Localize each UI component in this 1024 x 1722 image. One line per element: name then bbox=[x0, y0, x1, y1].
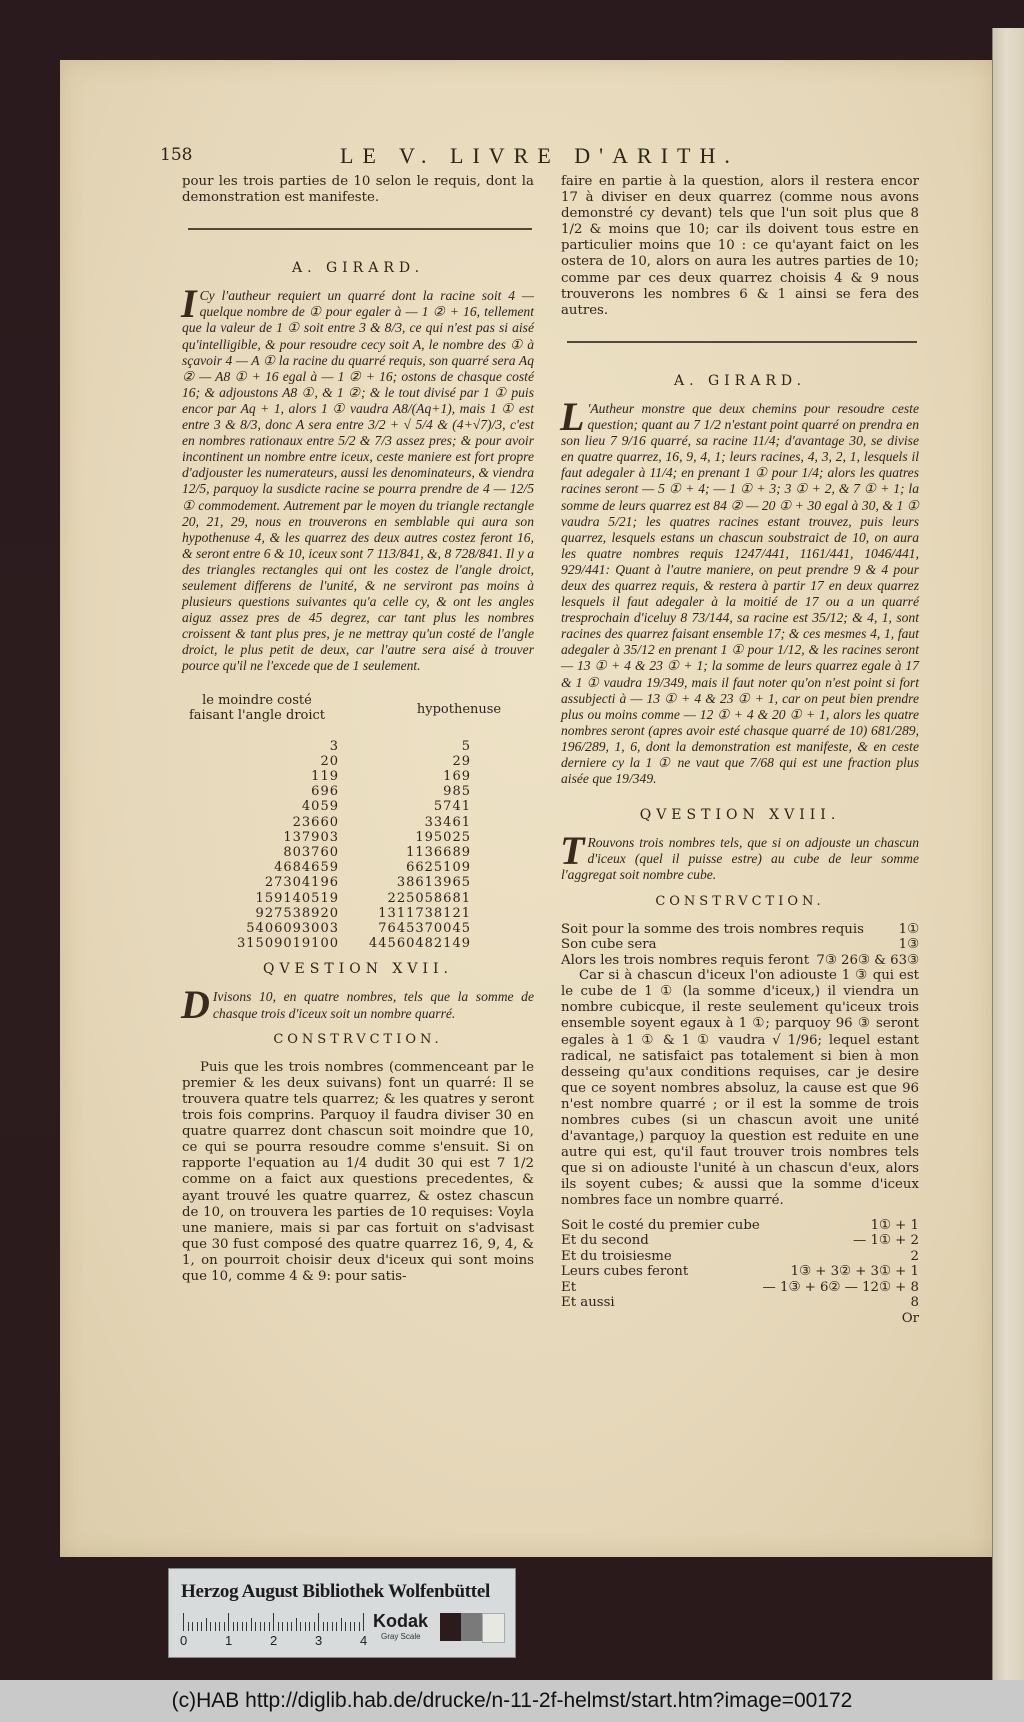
equation-value: 8 bbox=[910, 1295, 919, 1311]
table-row bbox=[182, 860, 534, 875]
table-row bbox=[182, 784, 534, 799]
girard-commentary bbox=[181, 281, 534, 674]
hypotenuse-value: 38613965 bbox=[396, 875, 471, 891]
equation-label: Leurs cubes feront bbox=[561, 1264, 689, 1280]
hypotenuse-value: 29 bbox=[452, 753, 471, 769]
continuation-text: pour les trois parties de 10 selon le requis, dont la demonstration est manifeste. bbox=[182, 174, 534, 206]
construction-text: Puis que les trois nombres (commenceant par le premier & les deux suivans) font un quarré: Il se trouvera quatre tels quarrez; & les quatres y seront trois fois comprins. Parquoy il faudra diviser 30 en quatre quarrez dont chascun soit moindre que 10, ce qui se pourra resoudre comme s'ensuit. Si on rapporte l'equation au 1/4 dudit 30 qui est 7 1/2 comme on a faict aux questions precedentes, & ayant trouvé les quatre quarrez, & ostez chascun de 10, on trouvera les parties de 10 requises: Voyla une maniere, mais si par cas fortuit on s'advisast que 30 fust composé des quatre quarrez 16, 9, 4, & 1, on pourroit choisir deux d'iceux qui sont moins que 10, comme 4 & 9: pour satis- bbox=[182, 1059, 534, 1284]
ruler-label: 1 bbox=[225, 1633, 233, 1648]
library-color-target bbox=[168, 1568, 516, 1658]
equation-block-1 bbox=[561, 922, 919, 969]
copyright-footer: (c)HAB http://diglib.hab.de/drucke/n-11-2f-helmst/start.htm?image=00172 bbox=[0, 1680, 1024, 1722]
side-value: 20 bbox=[320, 753, 339, 769]
equation-row bbox=[561, 922, 919, 938]
question-18-heading: QVESTION XVIII. bbox=[639, 807, 841, 824]
hypotenuse-value: 5 bbox=[461, 738, 471, 754]
ruler-label: 0 bbox=[180, 1633, 188, 1648]
table-row bbox=[182, 921, 534, 936]
equation-label: Son cube sera bbox=[561, 937, 657, 953]
side-value: 137903 bbox=[283, 829, 339, 845]
side-value: 803760 bbox=[283, 844, 339, 860]
section-divider bbox=[567, 341, 917, 343]
girard-heading: A. GIRARD. bbox=[291, 260, 425, 277]
side-value: 23660 bbox=[292, 814, 339, 830]
equation-row bbox=[561, 937, 919, 953]
equation-row bbox=[561, 1280, 919, 1296]
question-17-text: Ivisons 10, en quatre nombres, tels que la somme de chasque trois d'iceux soit un nombre quarré. bbox=[212, 989, 534, 1021]
side-value: 696 bbox=[311, 784, 339, 800]
equation-row bbox=[561, 1233, 919, 1249]
table-row bbox=[182, 936, 534, 951]
catchword-row bbox=[561, 1311, 919, 1327]
equation-label: Et du troisiesme bbox=[561, 1248, 672, 1264]
equation-label: Et bbox=[561, 1279, 577, 1295]
table-row bbox=[182, 754, 534, 769]
kodak-logo: Kodak bbox=[373, 1611, 429, 1631]
gray-scale-label: Gray Scale bbox=[381, 1632, 421, 1641]
table-row bbox=[182, 906, 534, 921]
hypotenuse-value: 195025 bbox=[415, 829, 471, 845]
construction-heading: CONSTRVCTION. bbox=[273, 1031, 443, 1047]
page-number: 158 bbox=[160, 145, 193, 165]
table-row bbox=[182, 875, 534, 890]
hypotenuse-value: 44560482149 bbox=[369, 936, 471, 952]
scale-ruler bbox=[180, 1611, 368, 1648]
equation-value: 1① + 1 bbox=[870, 1217, 919, 1233]
equation-label: Et aussi bbox=[561, 1295, 615, 1311]
hypotenuse-value: 1136689 bbox=[406, 844, 471, 860]
drop-capital: T bbox=[560, 828, 585, 874]
equation-row bbox=[561, 1264, 919, 1280]
drop-capital: L bbox=[560, 393, 585, 439]
drop-capital: D bbox=[181, 982, 210, 1028]
girard-commentary-text: 'Autheur monstre que deux chemins pour resoudre ceste question; quant au 7 1/2 n'estant point quarré on prendra en son lieu 7 9/16 quarré, sa racine 11/4; d'avantage 30, se divise en quatre quarrez, 16, 9, 4, 1; leurs racines, 4, 3, 2, 1, lesquels il faut adegaler à 11/4; en prenant 1 ① pour 1/4; alors les quatres racines seront — 5 ① + 4; — 1 ① + 3; 3 ① + 2, & 7 ① + 1; la somme de leurs quarrez est 84 ② — 20 ① + 30 egal à 30, & 1 ① vaudra 5/21; les quatres racines estant trouvez, puis leurs quarrez, lesquels estans un chascun soubstraict de 10, on aura les quatre nombres requis 1247/441, 1161/441, 1046/441, 929/441: Quant à l'autre maniere, on peut prendre 9 & 4 pour deux des quarrez requis, & restera à partir 17 en deux quarrez lesquels il faut adegaler à la moitié de 17 ou a un quarré tresprochain d'iceluy 8 73/144, sa racine est 35/12; & 4, 1, sont racines des quarrez faisant ensemble 17; & ces mesmes 4, 1, faut adegaler à 35/12 en prenant 1 ① pour 1/12, & les racines seront — 13 ① + 4 & 23 ① + 1; la somme de leurs quarrez egale à 17 & 1 ① vaudra 19/349, mais il faut noter qu'on n'est point si fort assubjecti à — 13 ① + 4 & 23 ① + 1, car on peut bien prendre plus ou moins comme — 12 ① + 4 & 20 ① + 1, alors les quatre nombres seront (apres avoir esté chasque quarré de 10) 681/289, 196/289, 1, 6, dont la demonstration est manifeste, & en ceste derniere cy la 1 ① ne vaut que 7/68 qui est une fraction plus aisée que 19/349. bbox=[561, 400, 919, 787]
gray-swatch-light bbox=[482, 1613, 505, 1643]
equation-label: Alors les trois nombres requis feront bbox=[561, 952, 810, 968]
hypotenuse-value: 225058681 bbox=[387, 890, 471, 906]
construction-heading: CONSTRVCTION. bbox=[655, 893, 825, 909]
equation-row bbox=[561, 1249, 919, 1265]
question-18-statement bbox=[560, 828, 919, 883]
running-title: LE V. LIVRE D'ARITH. bbox=[340, 143, 739, 168]
left-column bbox=[182, 174, 534, 1285]
side-value: 3 bbox=[329, 738, 339, 754]
equation-label: Et du second bbox=[561, 1233, 649, 1249]
equation-value: 2 bbox=[910, 1248, 919, 1264]
construction-text: Car si à chascun d'iceux l'on adiouste 1 ③ qui est le cube de 1 ① (la somme d'iceux,) il viendra un nombre cubicque, il reste seulement qu'iceux trois ensemble soyent egaux à 1 ①; parquoy 96 ③ seront egales à 1 ① & 1 ① vaudra √ 1/96; lequel estant radical, ne satisfaict pas totalement si bien à mon desseing qu'aux conditions requises, car je desire que ce soyent nombres absoluz, la cause est que 96 n'est nombre quarré ; or il est la somme de trois nombres cubes (si un chascun avoit une unité d'avantage,) parquoy la question est reduite en une autre qui est, qu'il faut trouver trois nombres tels que si on adiouste l'unité à un chascun d'eux, alors ils soyent cubes; & aussi que la somme d'iceux nombres face un nombre quarré. bbox=[561, 968, 919, 1209]
equation-block-2 bbox=[561, 1218, 919, 1327]
column-header-hypotenuse: hypothenuse bbox=[416, 701, 502, 717]
triangle-table bbox=[182, 693, 534, 952]
side-value: 4059 bbox=[301, 799, 339, 815]
gray-swatch-dark bbox=[440, 1613, 461, 1641]
equation-value: 1③ + 3② + 3① + 1 bbox=[790, 1264, 919, 1280]
hypotenuse-value: 985 bbox=[443, 784, 471, 800]
table-row bbox=[182, 891, 534, 906]
hypotenuse-value: 7645370045 bbox=[378, 920, 471, 936]
ruler-label: 3 bbox=[315, 1633, 323, 1648]
equation-value: 7③ 26③ & 63③ bbox=[816, 952, 919, 968]
hypotenuse-value: 1311738121 bbox=[378, 905, 471, 921]
side-value: 927538920 bbox=[255, 905, 339, 921]
girard-heading: A. GIRARD. bbox=[673, 372, 807, 389]
hypotenuse-value: 33461 bbox=[424, 814, 471, 830]
equation-row bbox=[561, 1218, 919, 1234]
equation-row bbox=[561, 953, 919, 969]
side-value: 31509019100 bbox=[237, 936, 339, 952]
gray-swatch-mid bbox=[461, 1613, 482, 1641]
hypotenuse-value: 6625109 bbox=[406, 860, 471, 876]
equation-label: Soit pour la somme des trois nombres requis bbox=[561, 921, 864, 937]
table-row bbox=[182, 815, 534, 830]
girard-commentary-text: Cy l'autheur requiert un quarré dont la racine soit 4 — quelque nombre de ① pour egaler à — 1 ② + 16, tellement que la valeur de 1 ① soit entre 3 & 8/3, ce qui n'est pas si aisé qu'intelligible, & pour resoudre cecy soit A, le nombre des ① à sçavoir 4 — A ① la racine du quarré requis, son quarré sera Aq ② — A8 ① + 16 egal à — 1 ② + 16; ostons de chasque costé 16; & adjoustons A8 ①, & 1 ②; & le tout divisé par 1 ① puis encor par Aq + 1, alors 1 ① vaudra A8/(Aq+1), mais 1 ① est entre 3 & 8/3, donc A sera entre 3/2 + √ 5/4 & (4+√7)/3, c'est en nombres rationaux entre 5/2 & 7/3 assez pres; & pour avoir incontinent un nombre entre iceux, ceste maniere est fort propre d'adjouster les numerateurs, aussi les denominateurs, & viendra 12/5, parquoy la susdicte racine se pourra prendre de 4 — 12/5 ① commodement. Autrement par le moyen du triangle rectangle 20, 21, 29, nous en trouverons en semblable qui aura son hypothenuse 4, & les quarrez des deux autres costez feront 16, & seront entre 6 & 10, iceux sont 7 113/841, &, 8 728/841. Il y a des triangles rectangles qui ont les costez de l'angle droict, seulement differens de l'unité, & ne serviront pas moins à plusieurs questions suivantes qu'a celle cy, & ont les angles aiguz assez pres de 45 degrez, car tant plus les nombres croissent & tant plus pres, je ne mettray qu'un costé de l'angle droict, le plus petit de deux, car l'autre sera aisé à trouver pource qu'il ne l'excede que de 1 seulement. bbox=[182, 288, 534, 674]
continuation-text: faire en partie à la question, alors il restera encor 17 à diviser en deux quarrez (comme nous avons demonstré cy devant) tels que l'un soit plus que 8 1/2 & moins que 10; car ils doivent tous estre en particulier moins que 10 : ce qu'ayant faict on les ostera de 10, alors on aura les autres parties de 10; comme par ces deux quarrez choisis 4 & 9 nous trouverons les nombres 6 & 1 ainsi se fera des autres. bbox=[561, 174, 919, 318]
facing-page-edge bbox=[992, 28, 1024, 1680]
table-row bbox=[182, 845, 534, 860]
table-row bbox=[182, 830, 534, 845]
girard-commentary bbox=[560, 393, 919, 787]
column-header-side: le moindre costé faisant l'angle droict bbox=[188, 692, 326, 723]
table-header bbox=[182, 693, 534, 723]
running-head bbox=[160, 143, 950, 169]
side-value: 27304196 bbox=[264, 875, 339, 891]
ruler-label: 2 bbox=[270, 1633, 278, 1648]
table-row bbox=[182, 799, 534, 814]
table-row bbox=[182, 769, 534, 784]
side-value: 4684659 bbox=[274, 860, 339, 876]
equation-value: — 1① + 2 bbox=[853, 1233, 919, 1249]
catchword: Or bbox=[901, 1310, 919, 1326]
table-row bbox=[182, 739, 534, 754]
question-18-text: Rouvons trois nombres tels, que si on adjouste un chascun d'iceux (quel il puisse estre) au cube de leur somme l'aggregat soit nombre cube. bbox=[561, 835, 919, 883]
hypotenuse-value: 169 bbox=[443, 768, 471, 784]
side-value: 159140519 bbox=[255, 890, 339, 906]
section-divider bbox=[188, 228, 532, 230]
equation-label: Soit le costé du premier cube bbox=[561, 1217, 760, 1233]
drop-capital: I bbox=[181, 281, 197, 327]
right-column bbox=[561, 174, 919, 1326]
hypotenuse-value: 5741 bbox=[433, 799, 471, 815]
library-name: Herzog August Bibliothek Wolfenbüttel bbox=[181, 1581, 490, 1602]
equation-value: — 1③ + 6② — 12① + 8 bbox=[762, 1279, 919, 1295]
side-value: 119 bbox=[311, 768, 339, 784]
side-value: 5406093003 bbox=[246, 920, 339, 936]
equation-row bbox=[561, 1295, 919, 1311]
ruler-label: 4 bbox=[360, 1633, 368, 1648]
equation-value: 1① bbox=[898, 921, 919, 937]
question-17-heading: QVESTION XVII. bbox=[262, 961, 454, 978]
equation-value: 1③ bbox=[898, 937, 919, 953]
question-17-statement bbox=[181, 982, 534, 1028]
